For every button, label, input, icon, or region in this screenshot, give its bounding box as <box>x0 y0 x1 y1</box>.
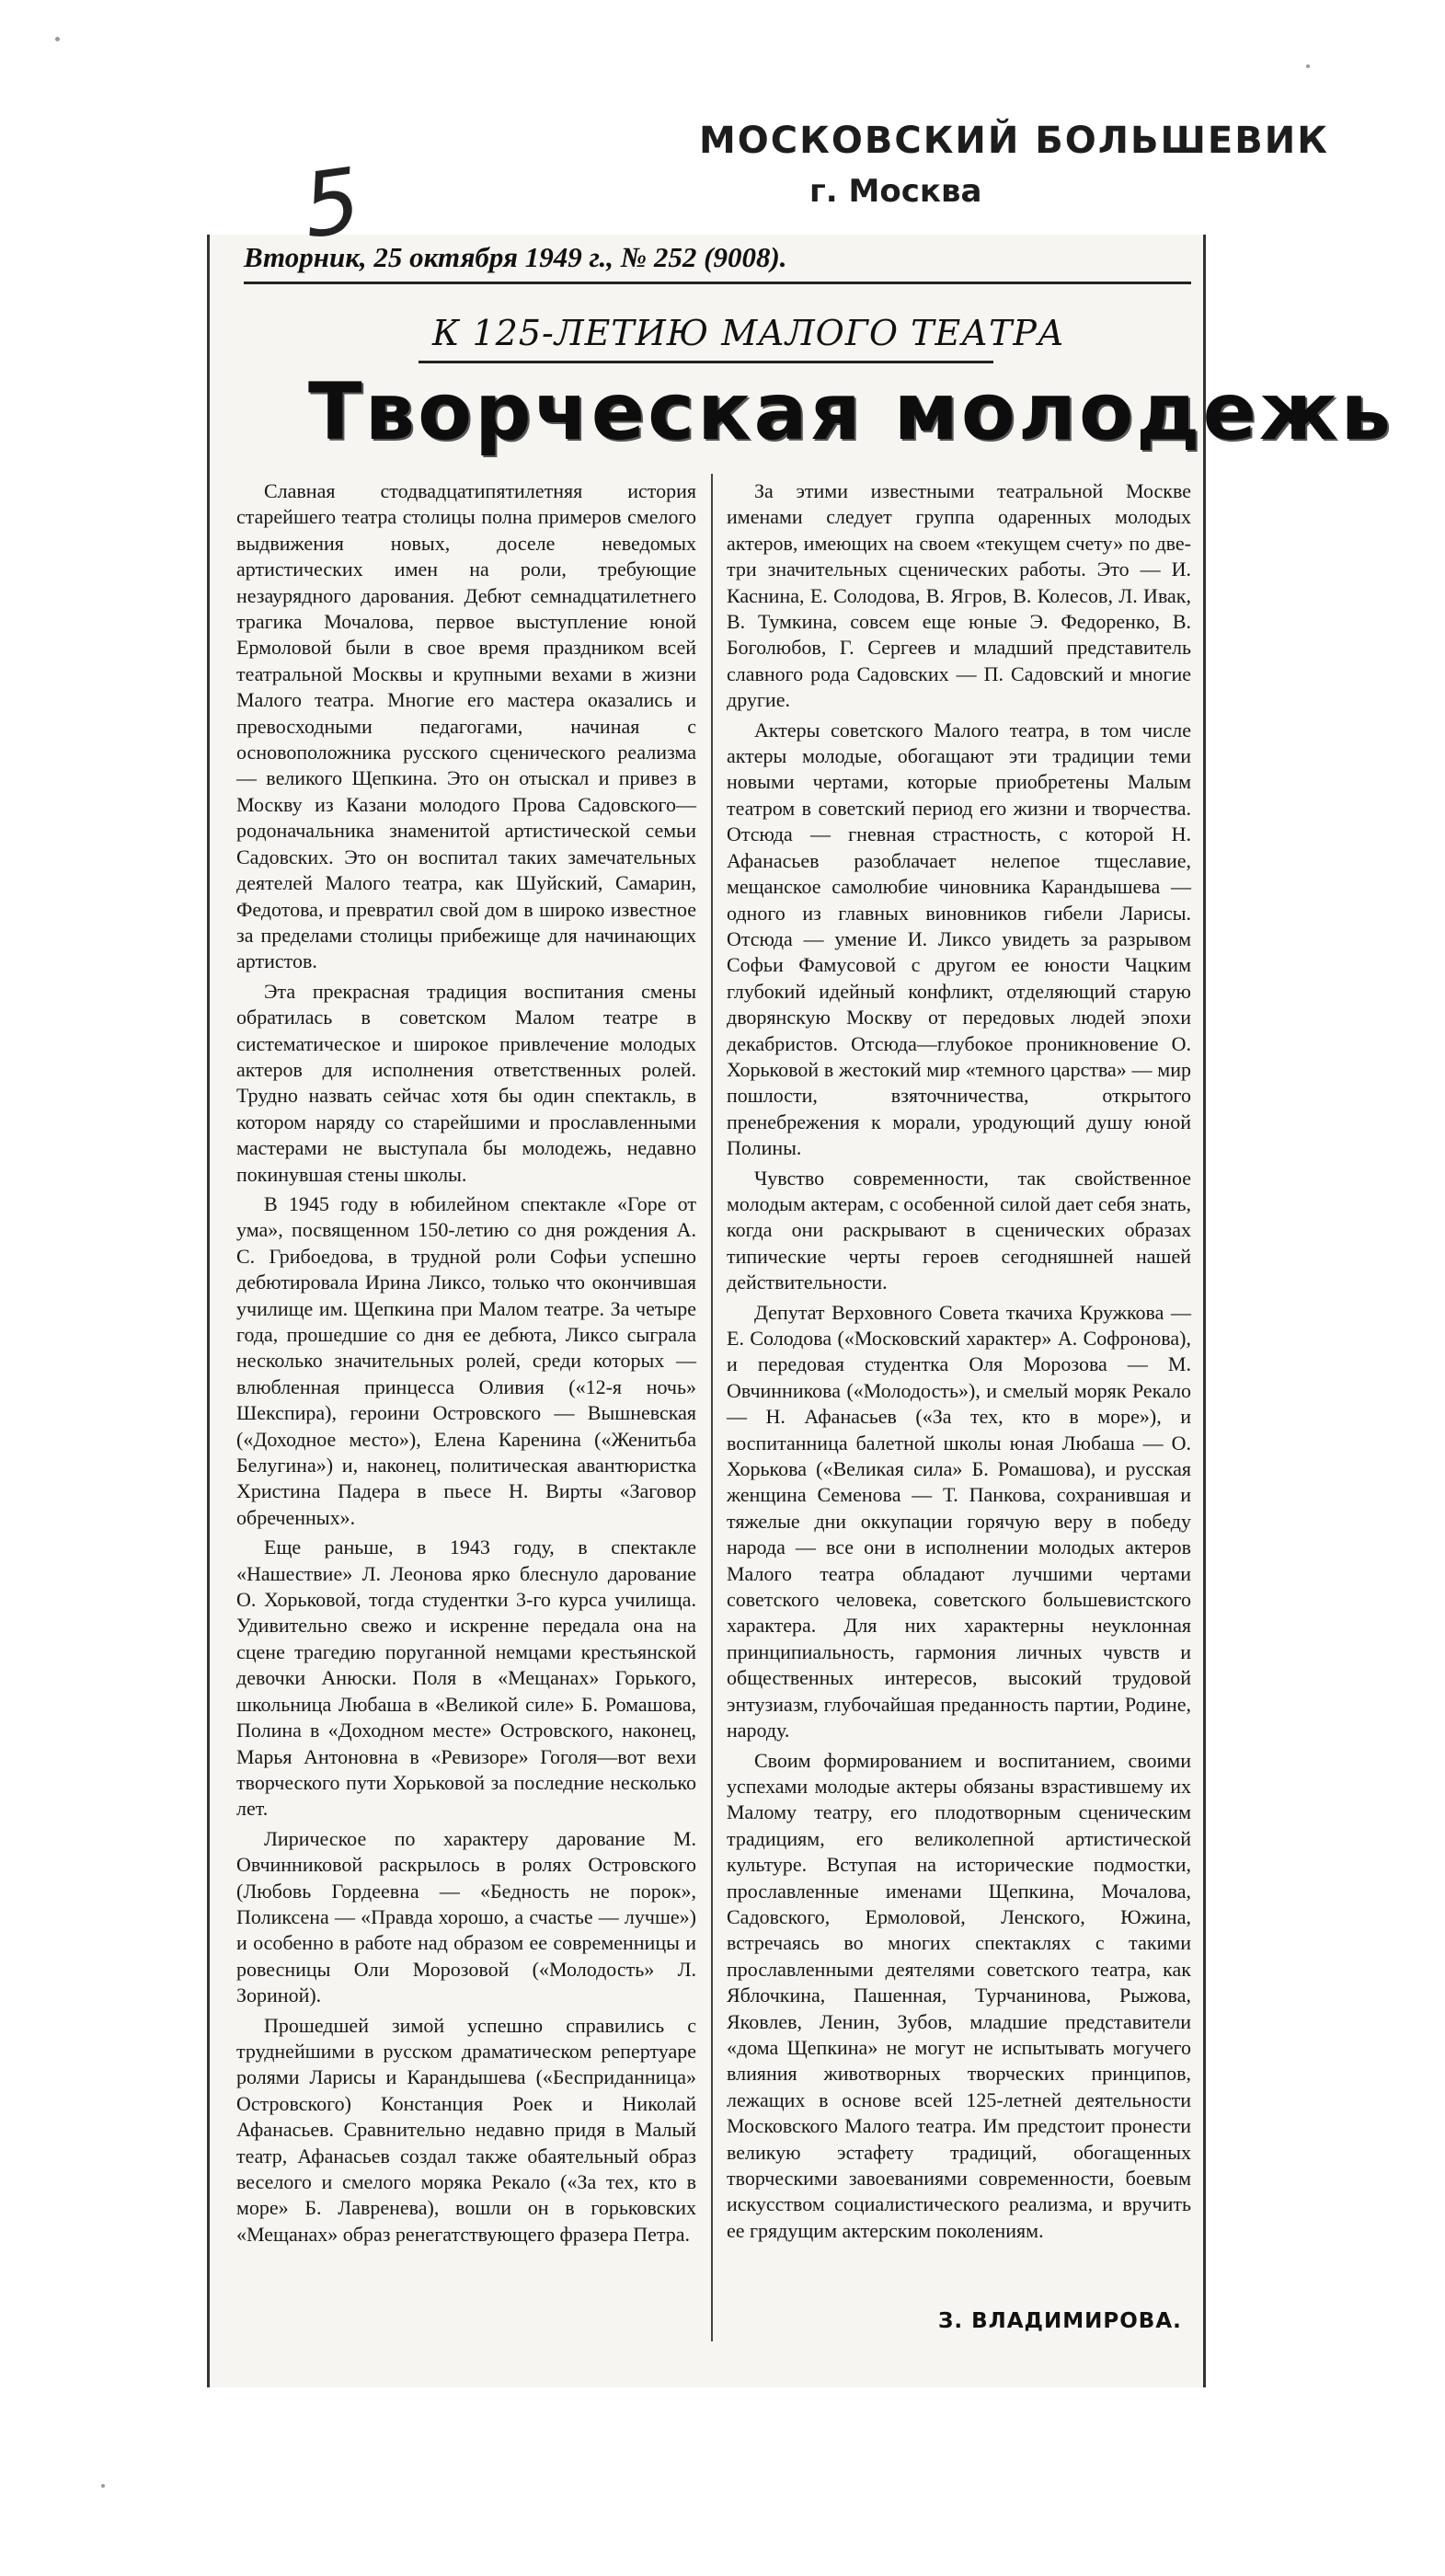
article-paragraph: Депутат Верховного Совета ткачиха Кружкова — Е. Солодова («Московский характер» А. Софронова), и передовая студентка Оля Морозова — М. Овчинникова («Молодость»), и смелый моряк Рекало — Н. Афанасьев («За тех, кто в море»), и воспитанница балетной школы юная Любаша — О. Хорькова («Великая сила» Б. Ромашова), и русская женщина Семенова — Т. Панкова, сохранившая и тяжелые дни оккупации горячую веру в победу народа — все они в исполнении молодых актеров Малого театра обладают лучшими чертами советского человека, советского большевистского характера. Для них характерны неуклонная принципиальность, гармония личных чувств и общественных интересов, высокий трудовой энтузиазм, глубочайшая преданность партии, Родине, народу. <box>727 1300 1191 1742</box>
rubric-rule <box>419 361 993 363</box>
scan-speck <box>101 2484 105 2488</box>
handwritten-page-number: 5 <box>296 148 367 259</box>
newspaper-city: г. Москва <box>809 173 982 210</box>
article-paragraph: Славная стодвадцатипятилетняя история старейшего театра столицы полна примеров смелого выдвижения новых, доселе неведомых артистических имен на роли, требующие незаурядного дарования. Дебют семнадцатилетнего трагика Мочалова, первое выступление юной Ермоловой были в свое время праздником всей театральной Москвы и крупными вехами в жизни Малого театра. Многие его мастера оказались и превосходными педагогами, начиная с основоположника русского сценического реализма — великого Щепкина. Это он отыскал и привез в Москву из Казани молодого Прова Садовского—родоначальника знаменитой артистической семьи Садовских. Это он воспитал таких замечательных деятелей Малого театра, как Шуйский, Самарин, Федотова, и превратил свой дом в широко известное за пределами столицы прибежище для начинающих артистов. <box>236 479 696 973</box>
article-paragraph: Эта прекрасная традиция воспитания смены обратилась в советском Малом театре в систематическое и широкое привлечение молодых актеров для исполнения ответственных ролей. Трудно назвать сейчас хотя бы один спектакль, в котором наряду со старейшими и прославленными мастерами не выступала бы молодежь, недавно покинувшая стены школы. <box>236 979 696 1186</box>
newspaper-masthead: МОСКОВСКИЙ БОЛЬШЕВИК <box>699 120 1329 162</box>
article-paragraph: За этими известными театральной Москве именами следует группа одаренных молодых актеров, имеющих на своем «текущем счету» по две-три значительных сценических работы. Это — И. Каснина, Е. Солодова, В. Ягров, В. Колесов, Л. Ивак, В. Тумкина, совсем еще юные Э. Федоренко, В. Боголюбов, Г. Сергеев и младший представитель славного рода Садовских — П. Садовский и многие другие. <box>727 479 1191 712</box>
scan-speck <box>1306 64 1310 68</box>
dateline-rule <box>244 282 1191 284</box>
column-divider <box>711 474 713 2341</box>
article-headline: Творческая молодежь <box>308 366 1393 458</box>
article-paragraph: Чувство современности, так свойственное молодым актерам, с особенной силой дает себя знать, когда они раскрывают в сценических образах типические черты героев сегодняшней нашей действительности. <box>727 1166 1191 1294</box>
article-right-column <box>727 478 1191 2248</box>
article-left-column <box>236 478 696 2251</box>
scan-speck <box>55 37 60 41</box>
article-paragraph: Своим формированием и воспитанием, своими успехами молодые актеры обязаны взрастившему их Малому театру, его плодотворным сценическим традициям, его великолепной артистической культуре. Вступая на исторические подмостки, прославленные именами Щепкина, Мочалова, Садовского, Ермоловой, Ленского, Южина, встречаясь во многих спектаклях с такими прославленными деятелями советского театра, как Яблочкина, Пашенная, Турчанинова, Рыжова, Яковлев, Ленин, Зубов, младшие представители «дома Щепкина» не могут не испытывать могучего влияния животворных творческих принципов, лежащих в основе всей 125-летней деятельности Московского Малого театра. Им предстоит пронести великую эстафету традиций, обогащенных творческими завоеваниями современности, боевым искусством социалистического реализма, и вручить ее грядущим актерским поколениям. <box>727 1748 1191 2242</box>
issue-dateline: Вторник, 25 октября 1949 г., № 252 (9008). <box>244 241 787 273</box>
article-paragraph: Лирическое по характеру дарование М. Овчинниковой раскрылось в ролях Островского (Любовь Гордеевна — «Бедность не порок», Поликсена — «Правда хорошо, а счастье — лучше») и особенно в работе над образом ее современницы и ровесницы Оли Морозовой («Молодость» Л. Зориной). <box>236 1826 696 2007</box>
article-paragraph: Еще раньше, в 1943 году, в спектакле «Нашествие» Л. Леонова ярко блеснуло дарование О. Хорьковой, тогда студентки 3-го курса училища. Удивительно свежо и искренне передала она на сцене трагедию поруганной немцами крестьянской девочки Анюски. Поля в «Мещанах» Горького, школьница Любаша в «Великой силе» Б. Ромашова, Полина в «Доходном месте» Островского, наконец, Марья Антоновна в «Ревизоре» Гоголя—вот вехи творческого пути Хорьковой за последние несколько лет. <box>236 1535 696 1821</box>
article-rubric: К 125-ЛЕТИЮ МАЛОГО ТЕАТРА <box>432 313 1065 353</box>
article-paragraph: Актеры советского Малого театра, в том числе актеры молодые, обогащают эти традиции теми новыми чертами, которые приобретены Малым театром в советский период его жизни и творчества. Отсюда — гневная страстность, с которой Н. Афанасьев разоблачает нелепое тщеславие, мещанское самолюбие чиновника Карандышева — одного из главных виновников гибели Ларисы. Отсюда — умение И. Ликсо увидеть за разрывом Софьи Фамусовой с другом ее юности Чацким глубокий идейный конфликт, отделяющий старую дворянскую Москву от передовых людей эпохи декабристов. Отсюда—глубокое проникновение О. Хорьковой в жестокий мир «темного царства» — мир пошлости, взяточничества, открытого пренебрежения к морали, уродующий душу юной Полины. <box>727 718 1191 1160</box>
author-signature: З. ВЛАДИМИРОВА. <box>938 2309 1182 2333</box>
article-paragraph: В 1945 году в юбилейном спектакле «Горе от ума», посвященном 150-летию со дня рождения А. С. Грибоедова, в трудной роли Софьи успешно дебютировала Ирина Ликсо, только что окончившая училище им. Щепкина при Малом театре. За четыре года, прошедшие со дня ее дебюта, Ликсо сыграла несколько значительных ролей, среди которых — влюбленная принцесса Оливия («12-я ночь» Шекспира), героини Островского — Вышневская («Доходное место»), Елена Каренина («Женитьба Белугина») и, наконец, политическая авантюристка Христина Падера в пьесе Н. Вирты «Заговор обреченных». <box>236 1191 696 1529</box>
article-paragraph: Прошедшей зимой успешно справились с труднейшими в русском драматическом репертуаре ролями Ларисы и Карандышева («Бесприданница» Островского) Констанция Роек и Николай Афанасьев. Сравнительно недавно придя в Малый театр, Афанасьев создал также обаятельный образ веселого и смелого моряка Рекало («За тех, кто в море» Б. Лавренева), вошли он в горьковских «Мещанах» образ ренегатствующего фразера Петра. <box>236 2013 696 2246</box>
